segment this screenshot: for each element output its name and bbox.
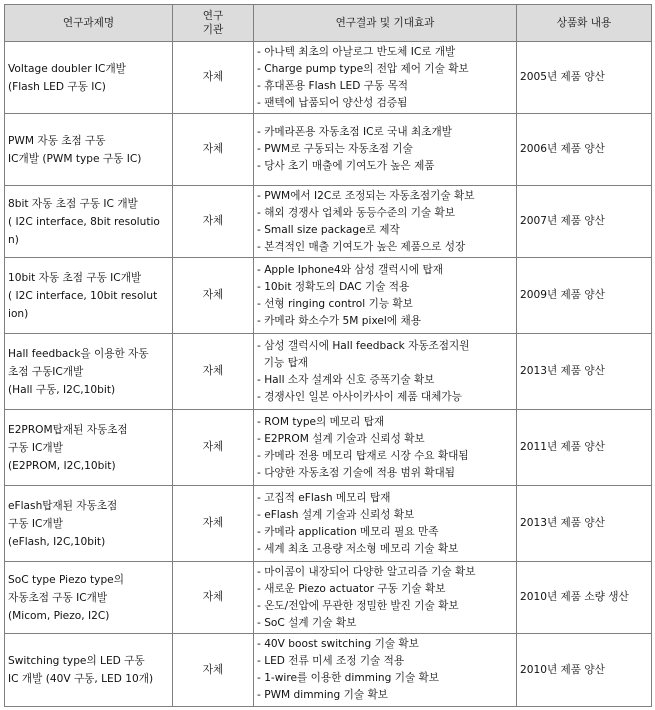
results-cell [254,114,517,186]
commercialization: 2006년 제품 양산 [517,114,652,186]
result-line: - Hall 소자 설계와 신호 증폭기술 확보 [257,373,435,386]
project-name: Hall feedback을 이용한 자동 초점 구동IC개발 (Hall 구동, I2C,10bit) [5,334,173,410]
project-name: Voltage doubler IC개발 (Flash LED 구동 IC) [5,42,173,114]
result-line: - Apple Iphone4와 삼성 갤럭시에 탑재 [257,263,443,276]
table-row [5,186,652,258]
institution: 자체 [173,562,254,634]
header-project: 연구과제명 [5,5,173,42]
table-row [5,410,652,486]
result-line: - 40V boost switching 기술 확보 [257,638,419,650]
result-line: - Charge pump type의 전압 제어 기술 확보 [257,62,469,75]
institution: 자체 [173,486,254,562]
table-row [5,114,652,186]
result-line: - 휴대폰용 Flash LED 구동 목적 [257,79,409,92]
table-row [5,258,652,334]
result-line: - 경쟁사인 일본 아사이카사이 제품 대체가능 [257,390,462,403]
institution: 자체 [173,186,254,258]
results-cell [254,562,517,634]
result-line: - 온도/전압에 무관한 정밀한 발진 기술 확보 [257,599,459,612]
institution: 자체 [173,334,254,410]
result-line: - 당사 초기 매출에 기여도가 높은 제품 [257,160,435,172]
result-line: - PWM dimming 기술 확보 [257,689,388,701]
result-line: - 카메라 application 메모리 필요 만족 [257,525,439,538]
commercialization: 2005년 제품 양산 [517,42,652,114]
result-line: - 10bit 정확도의 DAC 기술 적용 [257,280,410,293]
result-line: - 본격적인 매출 기여도가 높은 제품으로 성장 [257,240,466,253]
project-name: E2PROM탑재된 자동초점 구동 IC개발 (E2PROM, I2C,10bit) [5,410,173,486]
result-line: - E2PROM 설계 기술과 신뢰성 확보 [257,432,425,445]
result-line: - 카메라폰용 자동초점 IC로 국내 최초개발 [257,126,452,138]
institution: 자체 [173,410,254,486]
results-cell [254,634,517,707]
results-cell [254,486,517,562]
results-cell [254,258,517,334]
commercialization: 2011년 제품 양산 [517,410,652,486]
institution: 자체 [173,258,254,334]
results-cell [254,186,517,258]
result-line: - PWM에서 I2C로 조정되는 자동초점기술 확보 [257,189,475,202]
header-commercial: 상품화 내용 [517,5,652,42]
result-line: - 마이콤이 내장되어 다양한 알고리즘 기술 확보 [257,565,476,578]
result-line: - 선형 ringing control 기능 확보 [257,297,413,310]
result-line: 기능 탑재 [257,356,309,369]
header-results: 연구결과 및 기대효과 [254,5,517,42]
result-line: - LED 전류 미세 조정 기술 적용 [257,655,405,667]
project-name: 8bit 자동 초점 구동 IC 개발 ( I2C interface, 8bit resolutio n) [5,186,173,258]
result-line: - ROM type의 메모리 탑재 [257,415,385,428]
rnd-results-table [4,4,652,707]
results-cell [254,334,517,410]
project-name: eFlash탑재된 자동초점 구동 IC개발 (eFlash, I2C,10bit) [5,486,173,562]
table-row [5,562,652,634]
commercialization: 2010년 제품 소량 생산 [517,562,652,634]
table-row [5,334,652,410]
result-line: - 해외 경쟁사 업체와 동등수준의 기술 확보 [257,206,455,219]
result-line: - 고집적 eFlash 메모리 탑재 [257,491,391,504]
commercialization: 2013년 제품 양산 [517,486,652,562]
result-line: - Small size package로 제작 [257,223,400,236]
table-row [5,634,652,707]
project-name: PWM 자동 초점 구동 IC개발 (PWM type 구동 IC) [5,114,173,186]
result-line: - 아나텍 최초의 아날로그 반도체 IC로 개발 [257,45,456,58]
results-cell [254,410,517,486]
project-name: 10bit 자동 초점 구동 IC개발 ( I2C interface, 10bit resolut ion) [5,258,173,334]
project-name: SoC type Piezo type의 자동초점 구동 IC개발 (Micom, Piezo, I2C) [5,562,173,634]
header-row [5,5,652,42]
result-line: - 다양한 자동초점 기술에 적용 범위 확대됨 [257,466,455,479]
commercialization: 2013년 제품 양산 [517,334,652,410]
institution: 자체 [173,42,254,114]
result-line: - 카메라 화소수가 5M pixel에 채용 [257,314,421,327]
commercialization: 2007년 제품 양산 [517,186,652,258]
project-name: Switching type의 LED 구동 IC 개발 (40V 구동, LED 10개) [5,634,173,707]
result-line: - SoC 설계 기술 확보 [257,616,357,629]
commercialization: 2010년 제품 양산 [517,634,652,707]
institution: 자체 [173,114,254,186]
result-line: - 카메라 전용 메모리 탑재로 시장 수요 확대됨 [257,449,469,462]
table-row [5,42,652,114]
results-cell [254,42,517,114]
result-line: - 삼성 갤럭시에 Hall feedback 자동조점지원 [257,339,470,352]
table-body [5,42,652,707]
result-line: - 새로운 Piezo actuator 구동 기술 확보 [257,582,446,595]
result-line: - 1-wire를 이용한 dimming 기술 확보 [257,672,440,684]
institution: 자체 [173,634,254,707]
table-row [5,486,652,562]
header-institution: 연구 기관 [173,5,254,42]
result-line: - eFlash 설계 기술과 신뢰성 확보 [257,508,415,521]
commercialization: 2009년 제품 양산 [517,258,652,334]
result-line: - 팬텍에 납품되어 양산성 검증됨 [257,96,408,109]
result-line: - 세계 최초 고용량 저소형 메모리 기술 확보 [257,542,459,555]
result-line: - PWM로 구동되는 자동초점 기술 [257,143,413,155]
